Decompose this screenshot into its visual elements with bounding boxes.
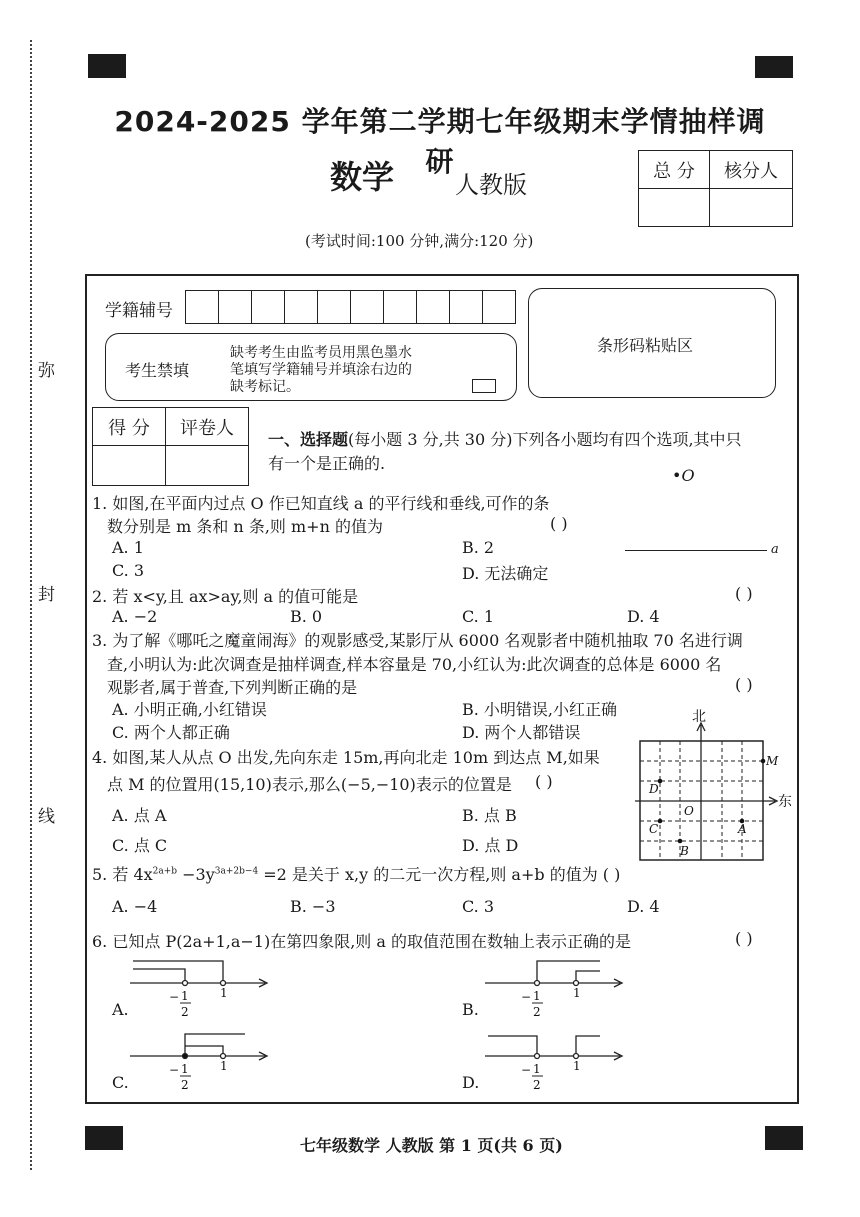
q6-paren: ( ): [735, 929, 753, 948]
section-score-table: [92, 407, 249, 486]
q6-option-c-label: C.: [112, 1073, 129, 1092]
checker-cell[interactable]: [710, 189, 793, 227]
absent-note-2: 笔填写学籍辅号并填涂右边的: [230, 362, 412, 378]
q6d-one: 1: [573, 1059, 581, 1073]
q3-stem-1: 3. 为了解《哪吒之魔童闹海》的观影感受,某影厅从 6000 名观影者中随机抽取 70 名进行调: [92, 631, 743, 650]
q4-east-label: 东: [778, 794, 792, 810]
q3-stem-2: 查,小明认为:此次调查是抽样调查,样本容量是 70,小红认为:此次调查的总体是 6000 名: [107, 655, 722, 674]
q6-number-line-b: [480, 955, 630, 1023]
q6b-frac-den: 2: [533, 1005, 541, 1019]
q2-option-b: B. 0: [290, 607, 323, 626]
registration-mark-top-right: [755, 56, 793, 78]
registration-mark-top-left: [88, 54, 126, 78]
q2-option-a: A. −2: [112, 607, 158, 626]
q6-option-a-label: A.: [112, 1000, 129, 1019]
id-number-cells[interactable]: [185, 290, 516, 324]
edition-label: 人教版: [455, 171, 527, 199]
q6d-frac-num: 1: [533, 1062, 541, 1076]
q1-point-o: •O: [672, 466, 695, 485]
exam-title: 2024-2025 学年第二学期七年级期末学情抽样调研: [114, 105, 766, 178]
section-heading: [268, 427, 742, 450]
q1-option-c: C. 3: [112, 561, 145, 580]
q2-paren: ( ): [735, 584, 753, 603]
q5-stem-start: 5. 若 4x: [92, 865, 153, 884]
q3-option-c: C. 两个人都正确: [112, 723, 230, 742]
exam-info: (考试时间:100 分钟,满分:120 分): [305, 232, 534, 250]
q1-stem-2: 数分别是 m 条和 n 条,则 m+n 的值为: [107, 517, 383, 536]
seal-char-2: 封: [38, 580, 55, 605]
id-label: 学籍辅号: [105, 301, 173, 321]
subject-title: 数学: [330, 158, 395, 196]
q6a-frac-num: 1: [181, 989, 189, 1003]
q5-stem: [92, 862, 620, 885]
q4-stem-1: 4. 如图,某人从点 O 出发,先向东走 15m,再向北走 10m 到达点 M,如果: [92, 748, 600, 767]
q4-label-a: A: [738, 822, 747, 836]
q1-line-a: [625, 550, 767, 551]
q1-line-a-label: a: [771, 542, 779, 557]
q6-number-line-a: [125, 955, 275, 1023]
registration-mark-bottom-left: [85, 1126, 123, 1150]
q6b-frac-num: 1: [533, 989, 541, 1003]
q5-option-a: A. −4: [112, 897, 158, 916]
q6b-minus: −: [521, 990, 532, 1004]
q2-option-d: D. 4: [627, 607, 660, 626]
section-heading-line-2: 有一个是正确的.: [268, 454, 386, 473]
q1-stem-1: 1. 如图,在平面内过点 O 作已知直线 a 的平行线和垂线,可作的条: [92, 494, 550, 513]
q1-option-b: B. 2: [462, 538, 495, 557]
q4-coordinate-figure: [630, 705, 795, 865]
q1-option-d: D. 无法确定: [462, 564, 549, 583]
q5-option-d: D. 4: [627, 897, 660, 916]
total-score-label: 总 分: [639, 151, 710, 189]
q4-label-o: O: [684, 804, 694, 818]
q4-option-d: D. 点 D: [462, 836, 519, 855]
absent-note-1: 缺考考生由监考员用黑色墨水: [230, 345, 412, 361]
section-score-cell[interactable]: [93, 446, 166, 486]
q4-north-label: 北: [692, 709, 706, 725]
q3-option-b: B. 小明错误,小红正确: [462, 700, 618, 719]
q4-stem-2: 点 M 的位置用(15,10)表示,那么(−5,−10)表示的位置是: [107, 775, 512, 794]
q3-stem-3: 观影者,属于普查,下列判断正确的是: [107, 678, 358, 697]
q4-paren: ( ): [535, 772, 553, 791]
q6c-one: 1: [220, 1059, 228, 1073]
total-score-cell[interactable]: [639, 189, 710, 227]
q6b-one: 1: [573, 986, 581, 1000]
section-score-label: 得 分: [93, 408, 166, 446]
q1-paren: ( ): [550, 514, 568, 533]
q6-number-line-d: [480, 1030, 630, 1098]
q5-option-c: C. 3: [462, 897, 495, 916]
q6c-minus: −: [169, 1063, 180, 1077]
absent-label: 考生禁填: [125, 361, 190, 380]
section-heading-rest: (每小题 3 分,共 30 分)下列各小题均有四个选项,其中只: [348, 430, 742, 449]
q3-option-a: A. 小明正确,小红错误: [112, 700, 267, 719]
q6-option-d-label: D.: [462, 1073, 480, 1092]
q4-label-m: M: [766, 754, 779, 768]
q4-label-d: D: [649, 782, 659, 796]
q6c-frac-den: 2: [181, 1078, 189, 1092]
seal-char-3: 线: [38, 802, 55, 827]
total-score-table: [638, 150, 793, 227]
registration-mark-bottom-right: [765, 1126, 803, 1150]
q4-option-c: C. 点 C: [112, 836, 168, 855]
q6d-frac-den: 2: [533, 1078, 541, 1092]
grader-cell[interactable]: [166, 446, 249, 486]
q5-stem-mid: −3y: [177, 865, 215, 884]
seal-line: [30, 40, 32, 1170]
q5-exp1: 2a+b: [152, 866, 178, 877]
absent-mark-box[interactable]: [472, 379, 496, 393]
q6a-one: 1: [220, 986, 228, 1000]
q6-stem: 6. 已知点 P(2a+1,a−1)在第四象限,则 a 的取值范围在数轴上表示正确的是: [92, 932, 632, 951]
grader-label: 评卷人: [166, 408, 249, 446]
q3-option-d: D. 两个人都错误: [462, 723, 581, 742]
q6d-minus: −: [521, 1063, 532, 1077]
absent-note-3: 缺考标记。: [230, 379, 300, 395]
q6-option-b-label: B.: [462, 1000, 479, 1019]
q5-stem-end: =2 是关于 x,y 的二元一次方程,则 a+b 的值为 ( ): [258, 865, 621, 884]
q6c-frac-num: 1: [181, 1062, 189, 1076]
q4-label-c: C: [649, 822, 659, 836]
q2-option-c: C. 1: [462, 607, 495, 626]
q4-label-b: B: [680, 844, 689, 858]
q6a-frac-den: 2: [181, 1005, 189, 1019]
section-heading-title: 一、选择题: [268, 430, 349, 449]
q1-option-a: A. 1: [112, 538, 144, 557]
q2-stem: 2. 若 x<y,且 ax>ay,则 a 的值可能是: [92, 587, 359, 606]
q4-option-b: B. 点 B: [462, 806, 517, 825]
barcode-label: 条形码粘贴区: [597, 336, 694, 355]
q3-paren: ( ): [735, 675, 753, 694]
q6-number-line-c: [125, 1030, 275, 1098]
q6a-minus: −: [169, 990, 180, 1004]
seal-char-1: 弥: [38, 356, 55, 381]
checker-label: 核分人: [710, 151, 793, 189]
q5-exp2: 3a+2b−4: [214, 866, 259, 877]
q4-option-a: A. 点 A: [112, 806, 167, 825]
page-footer: 七年级数学 人教版 第 1 页(共 6 页): [300, 1136, 563, 1155]
q5-option-b: B. −3: [290, 897, 336, 916]
